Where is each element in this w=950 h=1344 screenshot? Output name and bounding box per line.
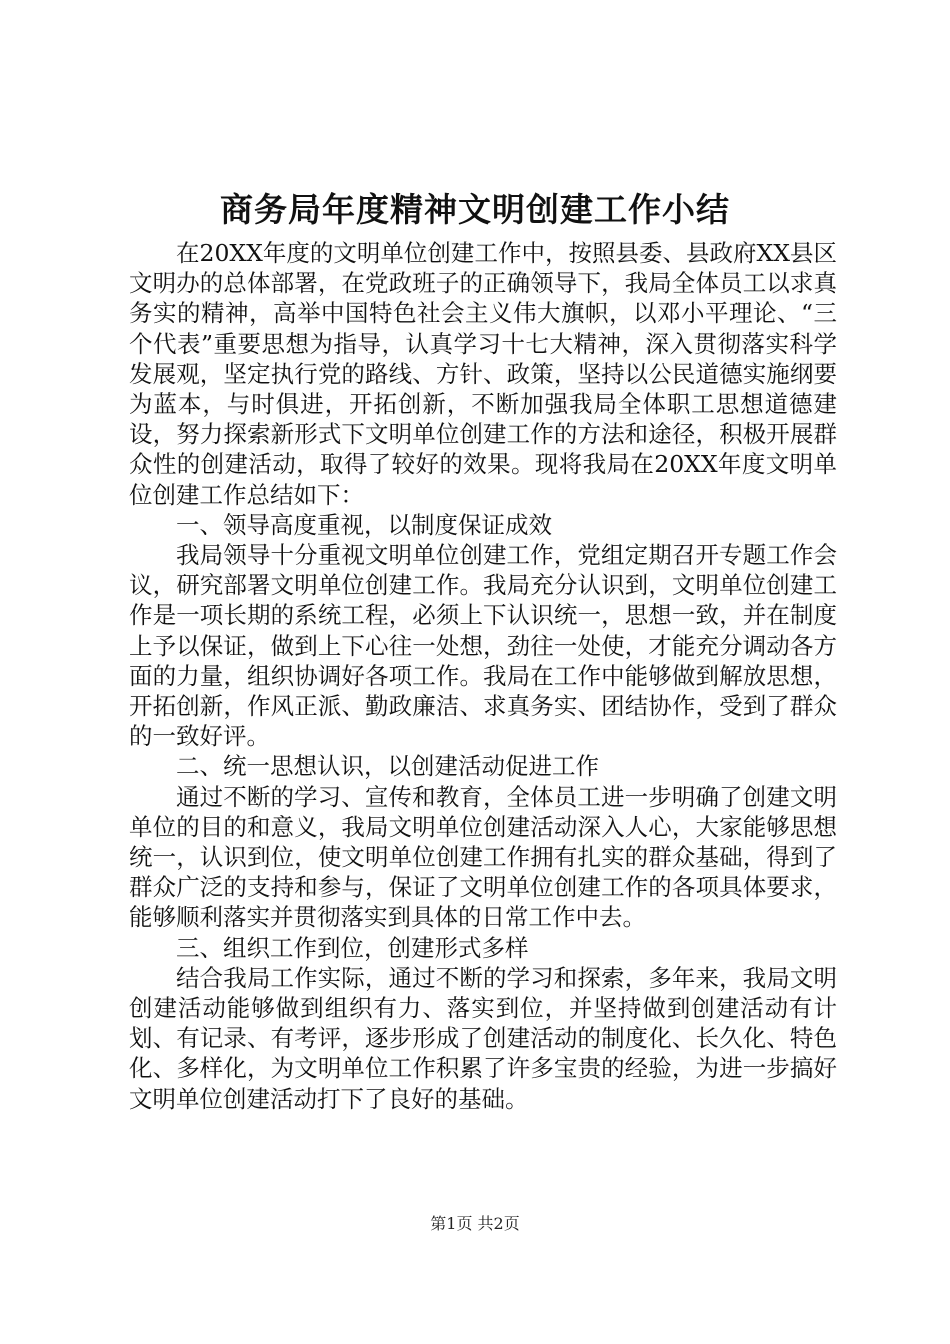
section-heading-2: 二、统一思想认识，以创建活动促进工作	[176, 752, 599, 781]
section-paragraph-1: 我局领导十分重视文明单位创建工作，党组定期召开专题工作会议，研究部署文明单位创建工作。我局充分认识到，文明单位创建工作是一项长期的系统工程，必须上下认识统一，思想一致，并在制度上予以保证，做到上下心往一处想，劲往一处使，才能充分调动各方面的力量，组织协调好各项工作。我局在工作中能够做到解放思想，开拓创新，作风正派、勤政廉洁、求真务实、团结协作，受到了群众的一致好评。	[129, 541, 837, 751]
section-heading-3: 三、组织工作到位，创建形式多样	[176, 933, 529, 962]
section-heading-1: 一、领导高度重视，以制度保证成效	[176, 510, 552, 539]
page-footer: 第1页 共2页	[430, 1214, 520, 1233]
document-body	[129, 238, 837, 1114]
section-paragraph-3: 结合我局工作实际，通过不断的学习和探索，多年来，我局文明创建活动能够做到组织有力、落实到位，并坚持做到创建活动有计划、有记录、有考评，逐步形成了创建活动的制度化、长久化、特色化、多样化，为文明单位工作积累了许多宝贵的经验，为进一步搞好文明单位创建活动打下了良好的基础。	[129, 963, 837, 1113]
document-title: 商务局年度精神文明创建工作小结	[220, 190, 730, 229]
intro-paragraph: 在20XX年度的文明单位创建工作中，按照县委、县政府XX县区文明办的总体部署，在党政班子的正确领导下，我局全体员工以求真务实的精神，高举中国特色社会主义伟大旗帜，以邓小平理论、“三个代表”重要思想为指导，认真学习十七大精神，深入贯彻落实科学发展观，坚定执行党的路线、方针、政策，坚持以公民道德实施纲要为蓝本，与时俱进，开拓创新，不断加强我局全体职工思想道德建设，努力探索新形式下文明单位创建工作的方法和途径，积极开展群众性的创建活动，取得了较好的效果。现将我局在20XX年度文明单位创建工作总结如下：	[129, 239, 837, 509]
section-paragraph-2: 通过不断的学习、宣传和教育，全体员工进一步明确了创建文明单位的目的和意义，我局文明单位创建活动深入人心，大家能够思想统一，认识到位，使文明单位创建工作拥有扎实的群众基础，得到了群众广泛的支持和参与，保证了文明单位创建工作的各项具体要求，能够顺利落实并贯彻落实到具体的日常工作中去。	[129, 782, 837, 932]
